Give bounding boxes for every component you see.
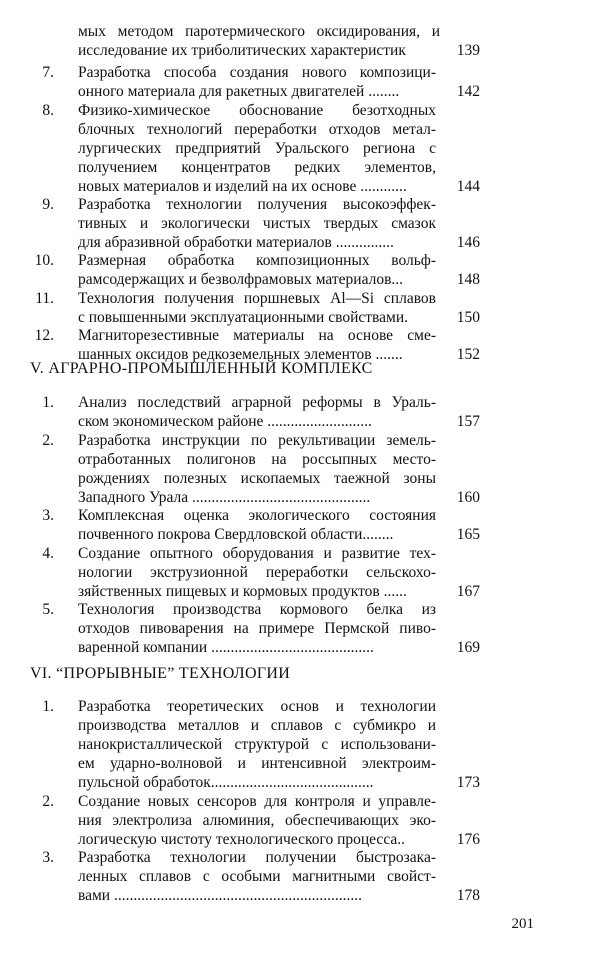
entry-page: 178 <box>456 887 480 904</box>
entry-line: Анализ последствий аграрной реформы в Ураль- <box>78 394 436 411</box>
entry-line: Комплексная оценка экологического состояния <box>78 507 436 524</box>
entry-text <box>78 600 436 657</box>
entry-page: 165 <box>456 526 480 543</box>
entry-page: 167 <box>456 583 480 600</box>
entry-page: 142 <box>456 83 480 100</box>
entry-line: логическую чистоту технологического процесса.. <box>78 831 406 848</box>
entry-line: шанных оксидов редкоземельных элементов ....... <box>78 346 403 363</box>
entry-line: новых материалов и изделий на их основе ............ <box>78 178 407 195</box>
entry-line: ском экономическом районе ........................... <box>78 413 372 430</box>
entry-number: 8. <box>42 102 54 119</box>
entry-line: лургических предприятий Уральского региона с <box>78 140 436 157</box>
entry-line: исследование их триболитических характеристик <box>78 42 406 59</box>
entry-page: 152 <box>456 346 480 363</box>
entry-line: нологии экструзионной переработки сельскохо- <box>78 564 436 581</box>
entry-line: вами ................................................................ <box>78 887 362 904</box>
entry-line: Технология получения поршневых Al—Si сплавов <box>78 290 436 307</box>
entry-number: 9. <box>42 196 54 213</box>
entry-number: 3. <box>42 849 54 866</box>
entry-text <box>78 326 436 364</box>
entry-line: тивных и экологически чистых твердых смазок <box>78 215 436 232</box>
entry-line: Разработка технологии получении быстрозака- <box>78 849 436 866</box>
entry-line: ния электролиза алюминия, обеспечивающих эко- <box>78 812 436 829</box>
entry-number: 11. <box>35 290 54 307</box>
entry-line: Создание опытного оборудования и развитие тех- <box>78 545 436 562</box>
entry-line: с повышенными эксплуатационными свойствами. <box>78 309 408 326</box>
entry-line: блочных технологий переработки отходов метал- <box>78 121 436 138</box>
entry-line: ленных сплавов с особыми магнитными свойст- <box>78 868 436 885</box>
entry-number: 4. <box>42 545 54 562</box>
entry-line: нанокристаллической структурой с использовани- <box>78 736 436 753</box>
entry-page: 146 <box>456 234 480 251</box>
entry-page: 144 <box>456 178 480 195</box>
page-number: 201 <box>511 916 534 932</box>
entry-line: рождениях полезных ископаемых таежной зоны <box>78 470 436 487</box>
entry-line: производства металлов и сплавов с субмикро и <box>78 717 436 734</box>
entry-line: Разработка способа создания нового композици- <box>78 64 436 81</box>
entry-page: 169 <box>456 639 480 656</box>
entry-page: 176 <box>456 831 480 848</box>
entry-text <box>78 431 436 507</box>
entry-text <box>78 792 436 849</box>
entry-number: 7. <box>42 64 54 81</box>
entry-page: 148 <box>456 271 480 288</box>
entry-line: Физико-химическое обоснование безотходных <box>78 102 436 119</box>
entry-line: Разработка теоретических основ и технологии <box>78 698 436 715</box>
entry-text <box>78 63 436 101</box>
entry-text <box>78 251 436 289</box>
entry-text <box>78 101 436 196</box>
entry-line: Разработка инструкции по рекультивации земель- <box>78 432 436 449</box>
entry-line: Западного Урала .............................................. <box>78 489 371 506</box>
entry-number: 2. <box>42 793 54 810</box>
entry-text <box>78 289 436 327</box>
entry-line: рамсодержащих и безволфрамовых материалов... <box>78 271 404 288</box>
entry-line: Размерная обработка композиционных вольф- <box>78 252 436 269</box>
entry-line: Разработка технологии получения высокоэффек- <box>78 196 436 213</box>
entry-number: 2. <box>42 432 54 449</box>
entry-line: мых методом паротермического оксидирования, и <box>78 23 440 40</box>
entry-line: Технология производства кормового белка из <box>78 601 436 618</box>
section-heading: VI. “ПРОРЫВНЫЕ” ТЕХНОЛОГИИ <box>30 665 291 682</box>
entry-page: 157 <box>456 413 480 430</box>
entry-number: 12. <box>34 327 54 344</box>
entry-line: отходов пивоварения на примере Пермской пиво- <box>78 620 436 637</box>
entry-number: 1. <box>42 698 54 715</box>
entry-text <box>78 195 436 252</box>
entry-line: отработанных полигонов на россыпных место- <box>78 451 436 468</box>
entry-page: 160 <box>456 489 480 506</box>
entry-line: варенной компании .......................................... <box>78 639 374 656</box>
entry-text <box>78 506 436 544</box>
entry-number: 5. <box>42 601 54 618</box>
entry-page: 139 <box>456 42 480 59</box>
entry-text <box>78 393 436 431</box>
entry-number: 3. <box>42 507 54 524</box>
entry-number: 1. <box>42 394 54 411</box>
entry-line: зяйственных пищевых и кормовых продуктов ...... <box>78 583 407 600</box>
entry-line: получением концентратов редких элементов, <box>78 159 436 176</box>
entry-text <box>78 22 440 60</box>
entry-text <box>78 544 436 601</box>
entry-line: Магниторезестивные материалы на основе сме- <box>78 327 436 344</box>
entry-line: онного материала для ракетных двигателей ........ <box>78 83 400 100</box>
entry-line: пульсной обработок.......................................... <box>78 774 374 791</box>
entry-number: 10. <box>34 252 54 269</box>
entry-page: 150 <box>456 309 480 326</box>
entry-line: Создание новых сенсоров для контроля и управле- <box>78 793 436 810</box>
entry-line: для абразивной обработки материалов ............... <box>78 234 394 251</box>
entry-text <box>78 697 436 792</box>
section-heading: V. АГРАРНО-ПРОМЫШЛЕННЫЙ КОМПЛЕКС <box>30 360 373 377</box>
entry-line: ем ударно-волновой и интенсивной электроим- <box>78 755 436 772</box>
entry-text <box>78 848 436 905</box>
entry-line: почвенного покрова Свердловской области........ <box>78 526 394 543</box>
entry-page: 173 <box>456 774 480 791</box>
